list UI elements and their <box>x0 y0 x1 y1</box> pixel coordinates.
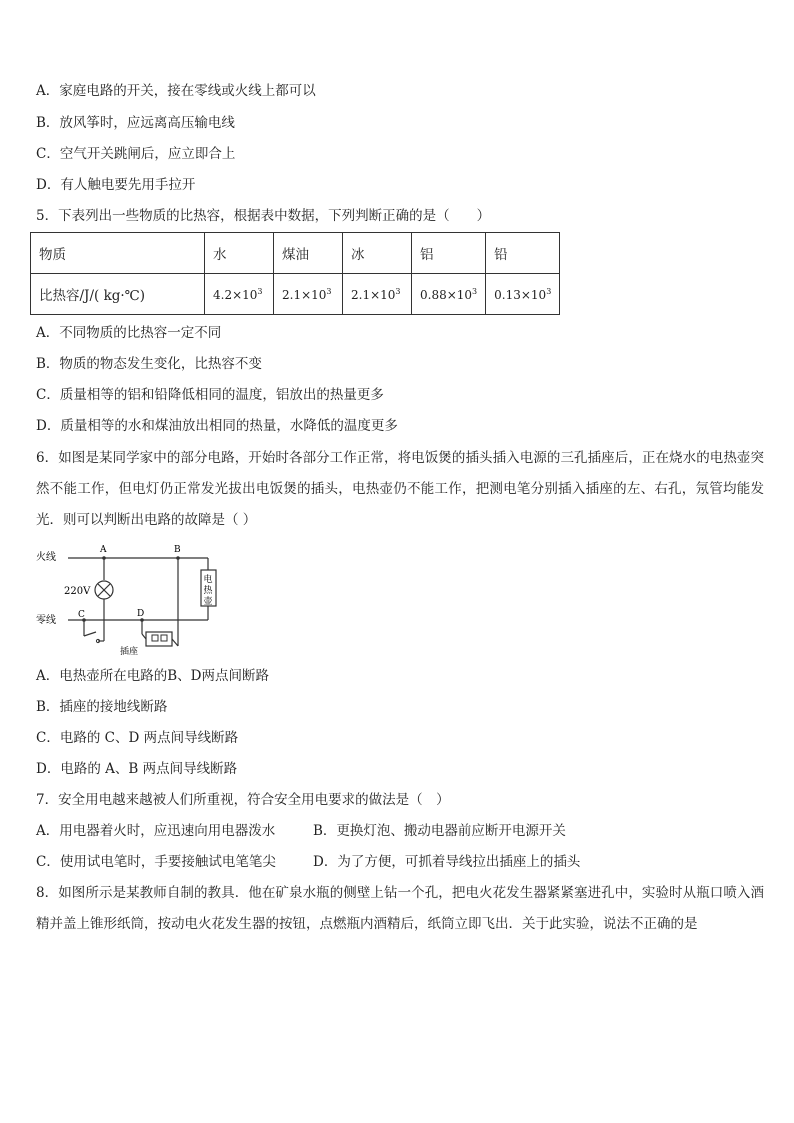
q4-option-a: A．家庭电路的开关，接在零线或火线上都可以 <box>36 83 316 99</box>
kettle-label-char: 壶 <box>203 597 213 607</box>
q6-option-c: C．电路的 C、D 两点间导线断路 <box>36 730 239 746</box>
value-exponent: 3 <box>546 286 552 296</box>
q4-option-b: B．放风筝时，应远离高压输电线 <box>36 115 235 131</box>
value-mantissa: 0.13×10 <box>494 287 547 302</box>
live-wire-label: 火线 <box>36 552 56 563</box>
q4-option-d: D．有人触电要先用手拉开 <box>36 177 196 193</box>
table-cell <box>343 274 412 315</box>
point-b-label: B <box>174 545 181 555</box>
value-mantissa: 2.1×10 <box>351 287 396 302</box>
q6-option-a: A．电热壶所在电路的B、D两点间断路 <box>36 668 269 684</box>
neutral-wire-label: 零线 <box>36 615 56 626</box>
point-c-label: C <box>78 610 85 620</box>
kettle-label-char: 热 <box>203 586 213 596</box>
specific-heat-table <box>30 232 560 315</box>
table-cell: 水 <box>205 233 274 274</box>
q5-option-b: B．物质的物态发生变化，比热容不变 <box>36 356 262 372</box>
table-cell <box>486 274 560 315</box>
q6-stem: 6．如图是某同学家中的部分电路，开始时各部分工作正常，将电饭煲的插头插入电源的三孔插座后，正在烧水的电热壶突然不能工作，但电灯仍正常发光拔出电饭煲的插头，电热壶仍不能工作，把测电笔分别插入插座的左、右孔，氖管均能发光．则可以判断出电路的故障是（ ） <box>36 450 764 528</box>
table-row <box>31 233 560 274</box>
table-cell <box>274 274 343 315</box>
q4-option-c: C．空气开关跳闸后，应立即合上 <box>36 146 236 162</box>
q6-option-b: B．插座的接地线断路 <box>36 699 168 715</box>
table-row <box>31 274 560 315</box>
table-cell: 物质 <box>31 233 205 274</box>
table-cell: 冰 <box>343 233 412 274</box>
value-mantissa: 4.2×10 <box>213 287 258 302</box>
value-exponent: 3 <box>472 286 478 296</box>
circuit-diagram <box>36 540 246 660</box>
switch-icon <box>84 632 96 636</box>
kettle-label-char: 电 <box>203 575 213 585</box>
value-mantissa: 0.88×10 <box>420 287 473 302</box>
q5-stem: 5．下表列出一些物质的比热容，根据表中数据，下列判断正确的是（ ） <box>36 208 491 224</box>
q5-option-c: C．质量相等的铝和铅降低相同的温度，铝放出的热量更多 <box>36 387 384 403</box>
value-exponent: 3 <box>395 286 401 296</box>
table-cell <box>205 274 274 315</box>
table-cell: 煤油 <box>274 233 343 274</box>
q5-option-d: D．质量相等的水和煤油放出相同的热量，水降低的温度更多 <box>36 418 398 434</box>
voltage-label: 220V <box>64 586 91 597</box>
q6-option-d: D．电路的 A、B 两点间导线断路 <box>36 761 238 777</box>
value-exponent: 3 <box>257 286 263 296</box>
table-cell: 铝 <box>412 233 486 274</box>
socket-icon <box>146 632 172 646</box>
table-cell: 比热容/J/( kg·℃) <box>31 274 205 315</box>
kettle-text <box>204 573 214 607</box>
socket-label: 插座 <box>120 647 139 657</box>
point-d-label: D <box>137 609 145 619</box>
q7-option-a: A．用电器着火时，应迅速向用电器泼水 <box>36 823 276 839</box>
table-cell: 铅 <box>486 233 560 274</box>
q8-stem: 8．如图所示是某教师自制的教具．他在矿泉水瓶的侧壁上钻一个孔，把电火花发生器紧紧塞进孔中，实验时从瓶口喷入酒精并盖上锥形纸筒，按动电火花发生器的按钮，点燃瓶内酒精后，纸筒立即飞出．关于此实验，说法不正确的是 <box>36 885 764 932</box>
point-a-label: A <box>100 545 107 555</box>
value-exponent: 3 <box>326 286 332 296</box>
q7-stem: 7．安全用电越来越被人们所重视，符合安全用电要求的做法是（ ） <box>36 792 450 808</box>
table-cell <box>412 274 486 315</box>
q5-option-a: A．不同物质的比热容一定不同 <box>36 325 222 341</box>
q7-option-d: D．为了方便，可抓着导线拉出插座上的插头 <box>313 854 581 870</box>
q7-option-b: B．更换灯泡、搬动电器前应断开电源开关 <box>313 823 566 839</box>
value-mantissa: 2.1×10 <box>282 287 327 302</box>
q7-option-c: C．使用试电笔时，手要接触试电笔笔尖 <box>36 854 276 870</box>
